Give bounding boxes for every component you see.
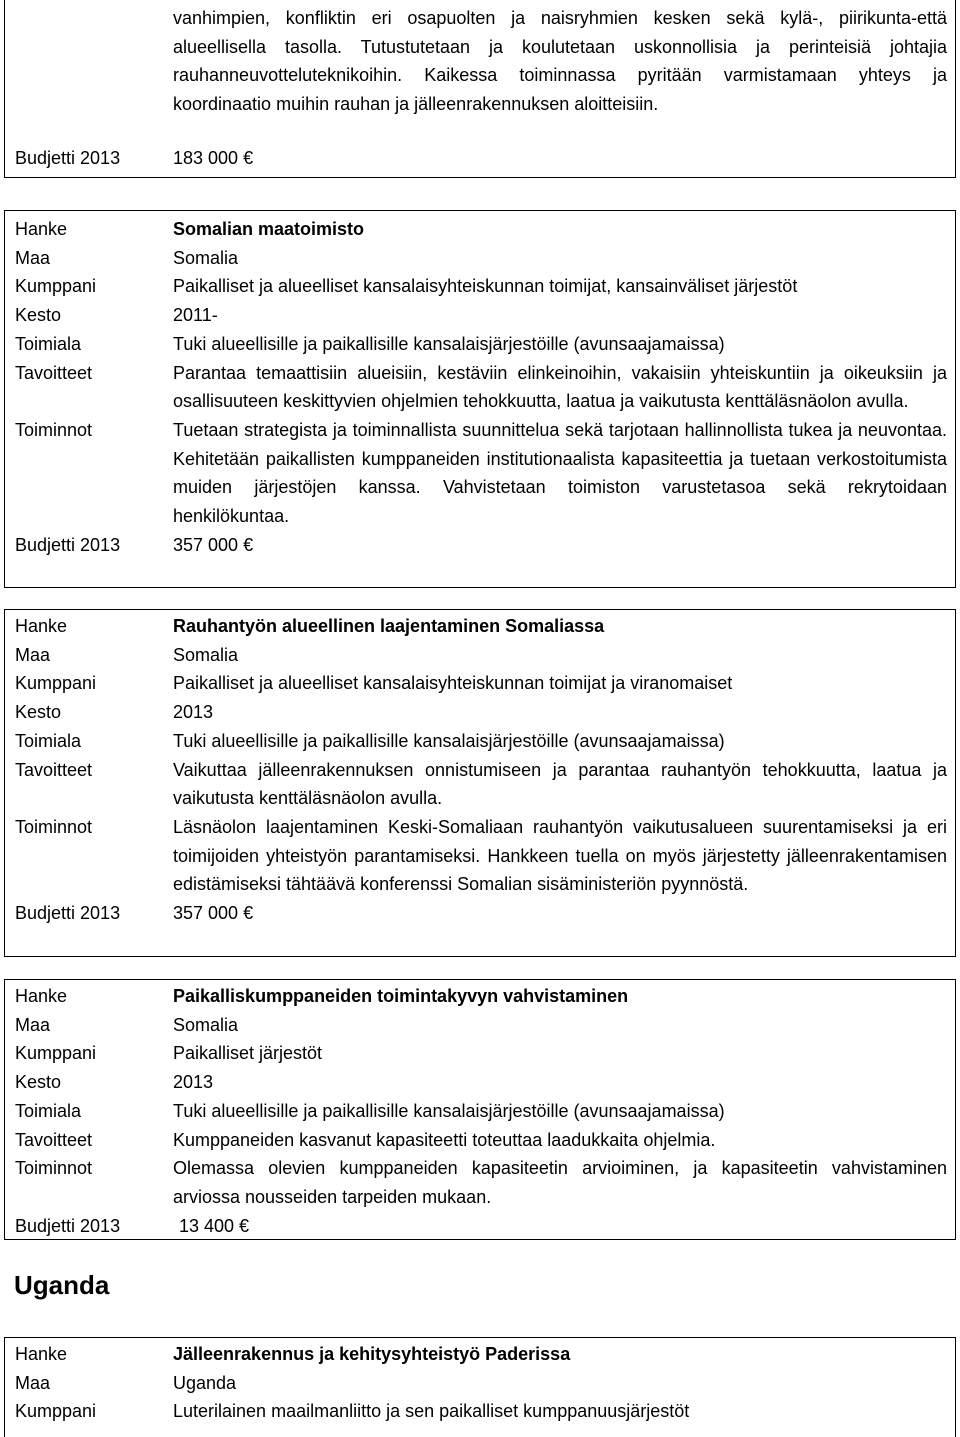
budget-value: 357 000 €	[173, 534, 254, 555]
project-goals: Parantaa temaattisiin alueisiin, kestäviin elinkeinoihin, vakaisiin yhteiskuntiin ja oikeuksiin ja osallisuuteen keskittyvien ohjelmien tehokkuutta, laatua ja vaikutusta kenttäläsnäolon avulla.	[173, 362, 947, 412]
project-partner: Paikalliset ja alueelliset kansalaisyhteiskunnan toimijat ja viranomaiset	[173, 673, 733, 694]
budget-value: 183 000 €	[173, 148, 254, 168]
label-maa: Maa	[15, 247, 51, 268]
label-maa: Maa	[15, 1372, 51, 1393]
label-maa: Maa	[15, 644, 51, 665]
project-sector: Tuki alueellisille ja paikallisille kansalaisjärjestöille (avunsaajamaissa)	[173, 1100, 725, 1121]
top-block-text: vanhimpien, konfliktin eri osapuolten ja naisryhmien kesken sekä kylä-, piirikunta-että alueellisella tasolla. Tutustutetaan ja koulutetaan uskonnollisia ja perinteisiä johtajia rauhanneuvotteluteknikoihin. Kaikessa toiminnassa pyritään varmistamaan yhteys ja koordinaatio muihin rauhan ja jälleenrakennuksen aloitteisiin.	[173, 8, 947, 114]
label-hanke: Hanke	[15, 219, 68, 239]
label-hanke: Hanke	[15, 986, 68, 1006]
project-partner: Paikalliset ja alueelliset kansalaisyhteiskunnan toimijat, kansainväliset järjestöt	[173, 276, 798, 297]
project-title: Rauhantyön alueellinen laajentaminen Somaliassa	[173, 616, 605, 636]
label-kumppani: Kumppani	[15, 1043, 97, 1064]
project-country: Somalia	[173, 644, 239, 665]
project-country: Somalia	[173, 1014, 239, 1035]
label-kumppani: Kumppani	[15, 1401, 97, 1422]
label-tavoitteet: Tavoitteet	[15, 362, 93, 383]
label-toimiala: Toimiala	[15, 333, 82, 354]
top-project-block	[4, 0, 956, 178]
budget-label: Budjetti 2013	[15, 1215, 121, 1236]
project-goals: Vaikuttaa jälleenrakennuksen onnistumiseen ja parantaa rauhantyön tehokkuutta, laatua ja vaikutusta kenttäläsnäolon avulla.	[173, 759, 947, 809]
budget-value: 357 000 €	[173, 903, 254, 924]
project-table	[4, 1337, 956, 1437]
project-duration: 2011-	[173, 305, 218, 326]
label-tavoitteet: Tavoitteet	[15, 759, 93, 780]
label-toimiala: Toimiala	[15, 730, 82, 751]
project-activities: Tuetaan strategista ja toiminnallista suunnittelua sekä tarjotaan hallinnollista tukea ja neuvontaa. Kehitetään paikallisten kumppaneiden institutionaalista kapasiteettia ja tuetaan verkostoitumista muiden järjestöjen kanssa. Vahvistetaan toimiston varustetasoa sekä rekrytoidaan henkilökuntaa.	[173, 419, 947, 527]
project-partner: Luterilainen maailmanliitto ja sen paikalliset kumppanuusjärjestöt	[173, 1401, 690, 1422]
project-country: Uganda	[173, 1372, 237, 1393]
project-activities: Läsnäolon laajentaminen Keski-Somaliaan rauhantyön vaikutusalueen suurentamiseksi ja eri toimijoiden yhteistyön parantamiseksi. Hankkeen tuella on myös järjestetty jälleenrakentamisen edistämiseksi tähtäävä konferenssi Somalian sisäministeriön pyynnöstä.	[173, 816, 947, 895]
project-table	[4, 609, 956, 957]
project-goals: Kumppaneiden kasvanut kapasiteetti toteuttaa laadukkaita ohjelmia.	[173, 1129, 716, 1150]
project-title: Somalian maatoimisto	[173, 219, 365, 239]
budget-label: Budjetti 2013	[15, 148, 121, 168]
project-table	[4, 979, 956, 1240]
label-toiminnot: Toiminnot	[15, 1158, 93, 1179]
project-activities: Olemassa olevien kumppaneiden kapasiteetin arvioiminen, ja kapasiteetin vahvistaminen arviossa nousseiden tarpeiden mukaan.	[173, 1158, 947, 1207]
budget-label: Budjetti 2013	[15, 903, 121, 924]
budget-value: 13 400 €	[179, 1215, 250, 1236]
label-kesto: Kesto	[15, 1072, 62, 1093]
project-partner: Paikalliset järjestöt	[173, 1043, 323, 1064]
project-duration: 2013	[173, 702, 214, 723]
label-kumppani: Kumppani	[15, 673, 97, 694]
label-maa: Maa	[15, 1014, 51, 1035]
project-title: Paikalliskumppaneiden toimintakyvyn vahvistaminen	[173, 986, 629, 1006]
label-toimiala: Toimiala	[15, 1100, 82, 1121]
label-tavoitteet: Tavoitteet	[15, 1129, 93, 1150]
label-kumppani: Kumppani	[15, 276, 97, 297]
project-sector: Tuki alueellisille ja paikallisille kansalaisjärjestöille (avunsaajamaissa)	[173, 730, 725, 751]
label-hanke: Hanke	[15, 1344, 68, 1364]
project-duration: 2013	[173, 1072, 214, 1093]
label-kesto: Kesto	[15, 702, 62, 723]
budget-label: Budjetti 2013	[15, 534, 121, 555]
section-heading-uganda: Uganda	[14, 1270, 110, 1300]
label-hanke: Hanke	[15, 616, 68, 636]
project-table	[4, 210, 956, 588]
project-country: Somalia	[173, 247, 239, 268]
label-kesto: Kesto	[15, 305, 62, 326]
label-toiminnot: Toiminnot	[15, 816, 93, 837]
project-sector: Tuki alueellisille ja paikallisille kansalaisjärjestöille (avunsaajamaissa)	[173, 333, 725, 354]
project-title: Jälleenrakennus ja kehitysyhteistyö Paderissa	[173, 1344, 571, 1364]
label-toiminnot: Toiminnot	[15, 419, 93, 440]
